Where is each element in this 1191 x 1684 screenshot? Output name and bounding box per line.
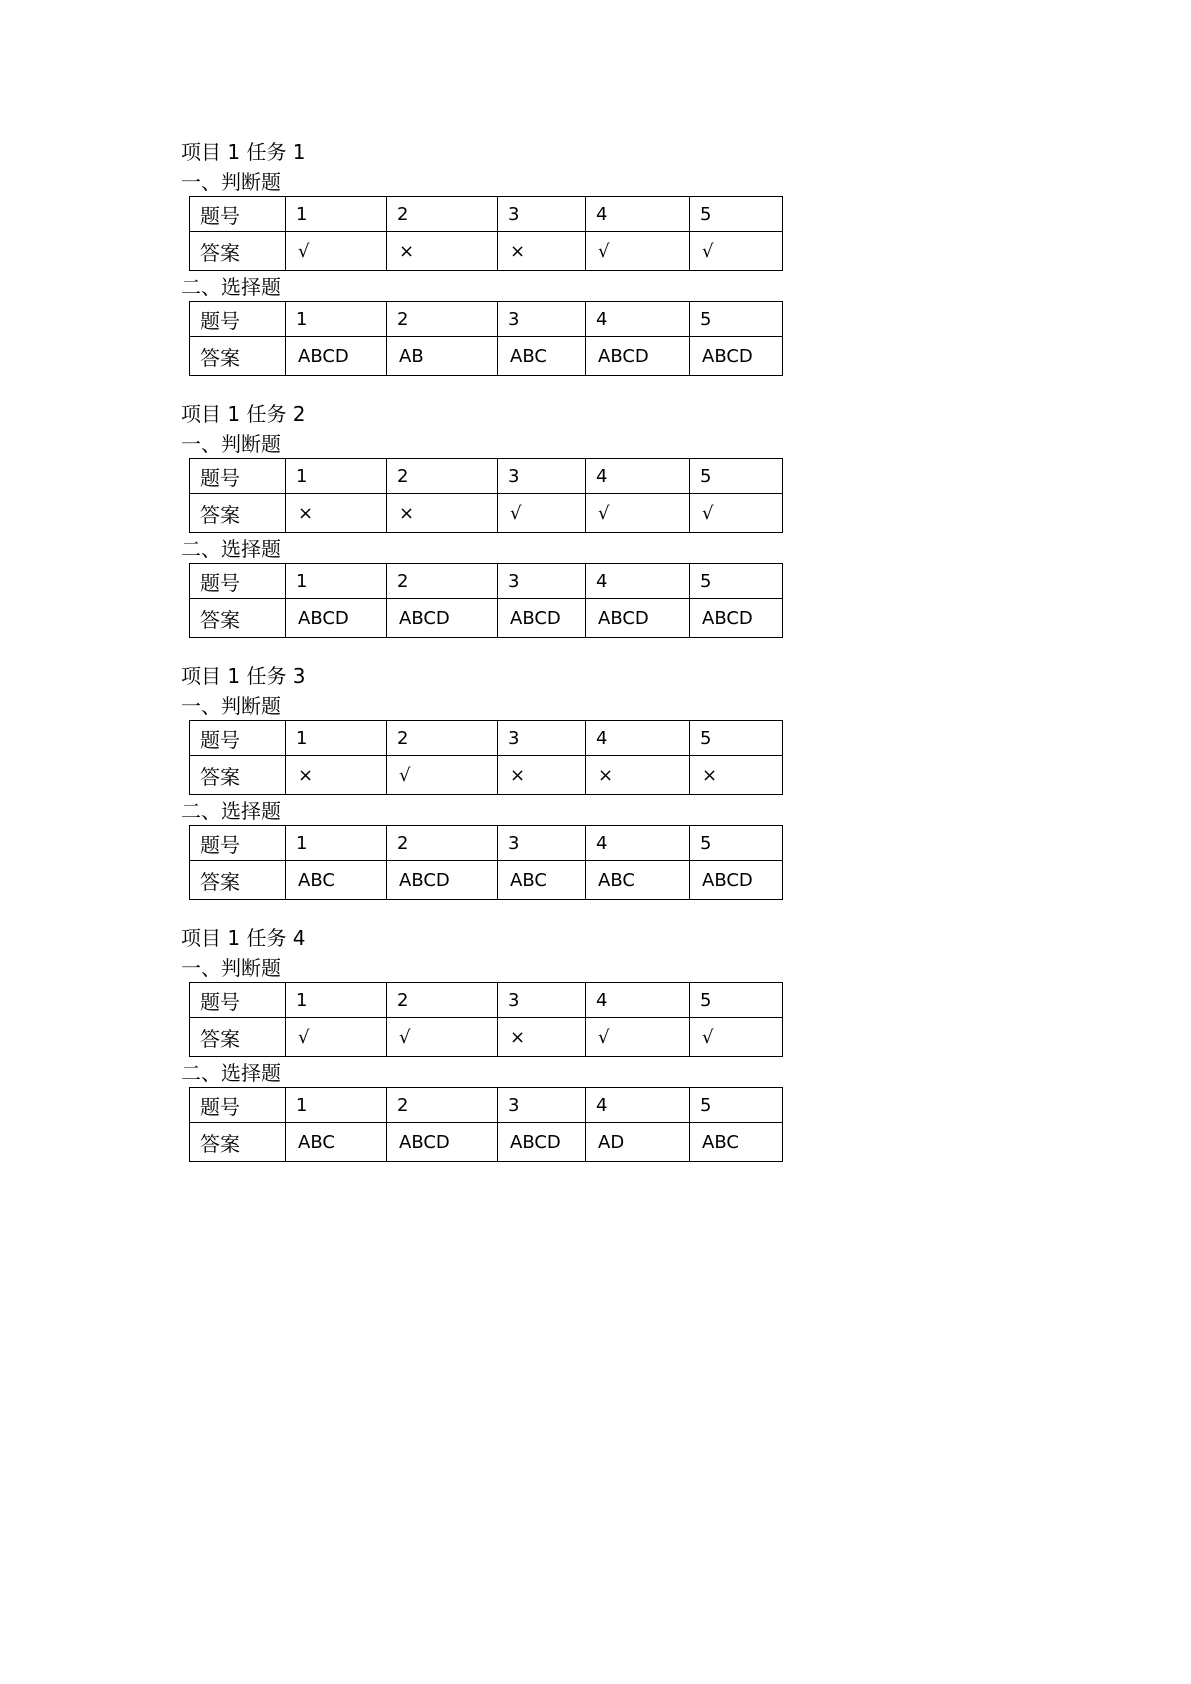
judgement-mark: × [298,502,314,524]
choice-answer-text: ABCD [702,607,753,629]
question-number-cell: 5 [690,564,783,599]
judgement-answer-cell [498,756,586,795]
judgement-mark: √ [702,240,714,262]
choice-answer-text: ABCD [510,607,561,629]
judgement-answer-cell [586,1018,690,1057]
question-number-cell: 2 [387,826,498,861]
answer-label: 答案 [190,861,286,900]
question-number-cell: 1 [286,459,387,494]
question-number-cell: 5 [690,197,783,232]
answer-label: 答案 [190,232,286,271]
choice-answer-text: ABCD [399,1131,450,1153]
answer-label: 答案 [190,1018,286,1057]
question-number-cell: 5 [690,302,783,337]
question-number-cell: 3 [498,564,586,599]
judgement-mark: × [598,764,614,786]
judgement-answer-cell [690,756,783,795]
judgement-answer-cell [586,494,690,533]
task-title: 项目 1 任务 3 [181,664,306,688]
question-number-cell: 4 [586,721,690,756]
judgement-answer-cell [387,1018,498,1057]
question-number-cell: 4 [586,459,690,494]
choice-answer-cell [286,337,387,376]
judgement-answer-cell [498,494,586,533]
choice-answer-cell [690,861,783,900]
judgement-answer-cell [498,1018,586,1057]
choice-answer-cell [586,337,690,376]
choice-answer-cell [286,1123,387,1162]
answer-label: 答案 [190,599,286,638]
choice-answer-cell [586,599,690,638]
choice-answer-text: ABCD [702,869,753,891]
judgement-answer-cell [690,232,783,271]
task-section [181,140,901,376]
judgement-answer-cell [690,1018,783,1057]
question-number-cell: 3 [498,197,586,232]
answer-label: 答案 [190,337,286,376]
choice-answer-text: ABCD [598,607,649,629]
question-number-cell: 2 [387,302,498,337]
judgement-mark: × [298,764,314,786]
question-number-cell: 3 [498,459,586,494]
judgement-mark: × [702,764,718,786]
choice-answer-text: ABCD [298,607,349,629]
question-number-row [190,302,783,337]
choice-answer-text: ABCD [399,607,450,629]
judge-answer-table [189,196,783,271]
choice-answer-cell [387,861,498,900]
judgement-mark: √ [702,1026,714,1048]
question-number-label: 题号 [190,826,286,861]
question-number-cell: 2 [387,1088,498,1123]
choice-answer-text: AB [399,345,424,367]
task-section [181,664,901,900]
choice-answer-cell [586,1123,690,1162]
question-number-cell: 4 [586,826,690,861]
choice-answer-cell [387,1123,498,1162]
question-number-cell: 1 [286,826,387,861]
judgement-answer-cell [286,1018,387,1057]
choice-answer-cell [690,337,783,376]
answer-row [190,1123,783,1162]
question-number-cell: 4 [586,197,690,232]
judgement-mark: √ [598,502,610,524]
judgement-answer-cell [387,756,498,795]
judgement-mark: × [510,764,526,786]
question-number-label: 题号 [190,983,286,1018]
judgement-answer-cell [286,232,387,271]
question-number-cell: 3 [498,302,586,337]
choice-answer-cell [498,1123,586,1162]
question-number-cell: 2 [387,721,498,756]
choice-heading: 二、选择题 [181,799,281,823]
question-number-cell: 5 [690,983,783,1018]
question-number-row [190,826,783,861]
choice-answer-text: ABCD [510,1131,561,1153]
question-number-cell: 1 [286,564,387,599]
question-number-row [190,721,783,756]
question-number-cell: 5 [690,826,783,861]
judgement-answer-cell [387,494,498,533]
question-number-row [190,983,783,1018]
judgement-mark: × [399,240,415,262]
choice-answer-table [189,825,783,900]
choice-answer-table [189,1087,783,1162]
choice-answer-cell [498,337,586,376]
question-number-cell: 3 [498,983,586,1018]
answer-label: 答案 [190,1123,286,1162]
answer-label: 答案 [190,756,286,795]
task-title: 项目 1 任务 1 [181,140,306,164]
choice-answer-cell [498,599,586,638]
task-title: 项目 1 任务 4 [181,926,306,950]
choice-answer-text: ABCD [298,345,349,367]
question-number-row [190,564,783,599]
judgement-answer-cell [387,232,498,271]
answer-label: 答案 [190,494,286,533]
choice-answer-text: ABC [510,869,547,891]
judgement-heading: 一、判断题 [181,432,281,456]
question-number-label: 题号 [190,459,286,494]
question-number-cell: 2 [387,983,498,1018]
choice-answer-table [189,301,783,376]
choice-answer-cell [586,861,690,900]
question-number-cell: 2 [387,564,498,599]
choice-answer-cell [286,861,387,900]
choice-answer-text: ABC [298,1131,335,1153]
judgement-mark: √ [510,502,522,524]
answer-row [190,599,783,638]
judgement-mark: √ [399,1026,411,1048]
choice-answer-text: AD [598,1131,625,1153]
answer-row [190,1018,783,1057]
choice-answer-cell [690,1123,783,1162]
choice-answer-cell [286,599,387,638]
judgement-answer-cell [586,232,690,271]
choice-heading: 二、选择题 [181,1061,281,1085]
choice-answer-text: ABC [298,869,335,891]
choice-answer-cell [387,337,498,376]
judgement-answer-cell [586,756,690,795]
judgement-heading: 一、判断题 [181,170,281,194]
choice-heading: 二、选择题 [181,275,281,299]
answer-row [190,756,783,795]
task-title: 项目 1 任务 2 [181,402,306,426]
choice-answer-text: ABC [702,1131,739,1153]
judgement-heading: 一、判断题 [181,694,281,718]
judgement-mark: √ [702,502,714,524]
question-number-cell: 1 [286,721,387,756]
question-number-cell: 5 [690,1088,783,1123]
question-number-row [190,1088,783,1123]
question-number-cell: 5 [690,721,783,756]
judgement-mark: × [510,1026,526,1048]
choice-answer-text: ABCD [399,869,450,891]
question-number-cell: 1 [286,1088,387,1123]
choice-answer-cell [498,861,586,900]
judgement-mark: √ [598,1026,610,1048]
judgement-mark: √ [598,240,610,262]
question-number-label: 题号 [190,197,286,232]
choice-answer-cell [387,599,498,638]
judgement-mark: × [399,502,415,524]
answer-row [190,232,783,271]
judgement-mark: √ [298,240,310,262]
question-number-cell: 3 [498,721,586,756]
question-number-cell: 4 [586,302,690,337]
judge-answer-table [189,982,783,1057]
judgement-mark: × [510,240,526,262]
question-number-label: 题号 [190,721,286,756]
choice-answer-table [189,563,783,638]
question-number-row [190,459,783,494]
choice-answer-cell [690,599,783,638]
task-section [181,926,901,1162]
question-number-cell: 4 [586,983,690,1018]
question-number-label: 题号 [190,1088,286,1123]
question-number-cell: 3 [498,826,586,861]
judgement-answer-cell [286,494,387,533]
choice-answer-text: ABCD [702,345,753,367]
judgement-mark: √ [298,1026,310,1048]
question-number-cell: 2 [387,459,498,494]
question-number-cell: 5 [690,459,783,494]
question-number-cell: 1 [286,197,387,232]
answer-document [181,140,901,1188]
answer-row [190,494,783,533]
task-section [181,402,901,638]
answer-row [190,337,783,376]
judgement-answer-cell [498,232,586,271]
judgement-answer-cell [286,756,387,795]
question-number-cell: 2 [387,197,498,232]
question-number-cell: 4 [586,1088,690,1123]
choice-heading: 二、选择题 [181,537,281,561]
question-number-cell: 1 [286,302,387,337]
judgement-mark: √ [399,764,411,786]
question-number-row [190,197,783,232]
judgement-heading: 一、判断题 [181,956,281,980]
question-number-label: 题号 [190,564,286,599]
choice-answer-text: ABC [598,869,635,891]
question-number-cell: 1 [286,983,387,1018]
judgement-answer-cell [690,494,783,533]
question-number-cell: 4 [586,564,690,599]
question-number-label: 题号 [190,302,286,337]
judge-answer-table [189,458,783,533]
choice-answer-text: ABC [510,345,547,367]
answer-row [190,861,783,900]
question-number-cell: 3 [498,1088,586,1123]
judge-answer-table [189,720,783,795]
choice-answer-text: ABCD [598,345,649,367]
